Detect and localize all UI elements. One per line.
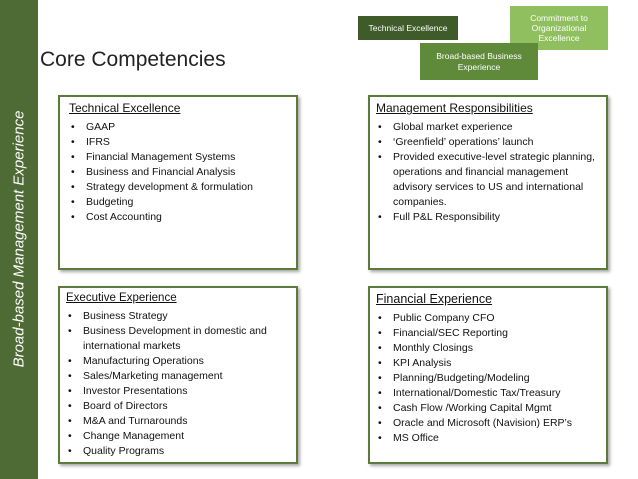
- tag-commitment: Commitment to Organizational Excellence: [510, 6, 608, 50]
- list-item: [69, 180, 290, 195]
- bullet-icon: •: [71, 211, 75, 223]
- list-item-text: Board of Directors: [83, 400, 168, 412]
- box-heading: Financial Experience: [376, 292, 493, 306]
- list-item: [66, 444, 290, 459]
- list-item: [69, 135, 290, 150]
- list-item: [66, 354, 290, 369]
- list-item: [376, 311, 600, 326]
- list-item: [69, 195, 290, 210]
- bullet-icon: •: [378, 357, 382, 369]
- list-item: [66, 384, 290, 399]
- bullet-icon: •: [378, 387, 382, 399]
- bullet-icon: •: [71, 166, 75, 178]
- bullet-icon: •: [71, 196, 75, 208]
- bullet-icon: •: [71, 151, 75, 163]
- list-item-text: International/Domestic Tax/Treasury: [393, 387, 561, 399]
- bullet-icon: •: [378, 417, 382, 429]
- list-item-text: Investor Presentations: [83, 385, 188, 397]
- list-item: [69, 165, 290, 180]
- bullet-icon: •: [71, 121, 75, 133]
- bullet-icon: •: [68, 400, 72, 412]
- bullet-icon: •: [378, 136, 382, 148]
- item-list: [66, 309, 290, 459]
- list-item-text: Provided executive-level strategic planning, operations and financial management advisory services to US and international companies.: [393, 151, 595, 208]
- bullet-icon: •: [378, 312, 382, 324]
- list-item-text: IFRS: [86, 136, 110, 148]
- bullet-icon: •: [68, 445, 72, 457]
- list-item-text: Business Strategy: [83, 310, 168, 322]
- list-item: [376, 341, 600, 356]
- list-item-text: Global market experience: [393, 121, 513, 133]
- list-item: [376, 326, 600, 341]
- list-item-text: Public Company CFO: [393, 312, 495, 324]
- tag-technical-excellence: Technical Excellence: [358, 16, 458, 40]
- list-item: [376, 431, 600, 446]
- list-item-text: MS Office: [393, 432, 439, 444]
- financial-experience-box: [368, 286, 608, 464]
- list-item-text: Cost Accounting: [86, 211, 162, 223]
- list-item: [376, 210, 600, 225]
- item-list: [376, 120, 600, 225]
- bullet-icon: •: [378, 372, 382, 384]
- list-item-text: Budgeting: [86, 196, 134, 208]
- list-item: [69, 210, 290, 225]
- list-item: [66, 429, 290, 444]
- list-item: [376, 401, 600, 416]
- box-heading: Technical Excellence: [69, 101, 181, 115]
- list-item: [376, 150, 600, 210]
- bullet-icon: •: [378, 211, 382, 223]
- list-item-text: Business Development in domestic and international markets: [83, 325, 267, 352]
- list-item-text: Business and Financial Analysis: [86, 166, 236, 178]
- bullet-icon: •: [68, 310, 72, 322]
- bullet-icon: •: [68, 415, 72, 427]
- bullet-icon: •: [68, 385, 72, 397]
- bullet-icon: •: [68, 370, 72, 382]
- bullet-icon: •: [71, 136, 75, 148]
- list-item: [66, 414, 290, 429]
- list-item-text: Monthly Closings: [393, 342, 473, 354]
- bullet-icon: •: [68, 325, 72, 337]
- list-item-text: Manufacturing Operations: [83, 355, 204, 367]
- bullet-icon: •: [378, 121, 382, 133]
- bullet-icon: •: [71, 181, 75, 193]
- box-heading: Management Responsibilities: [376, 101, 533, 115]
- executive-experience-box: [58, 286, 298, 464]
- list-item: [376, 416, 600, 431]
- list-item: [376, 120, 600, 135]
- list-item: [66, 369, 290, 384]
- bullet-icon: •: [378, 327, 382, 339]
- side-label: Broad-based Management Experience: [10, 110, 28, 368]
- list-item-text: Quality Programs: [83, 445, 165, 457]
- list-item-text: Financial Management Systems: [86, 151, 236, 163]
- list-item-text: Strategy development & formulation: [86, 181, 253, 193]
- bullet-icon: •: [378, 151, 382, 163]
- list-item-text: KPI Analysis: [393, 357, 452, 369]
- list-item-text: Oracle and Microsoft (Navision) ERP’s: [393, 417, 572, 429]
- side-bar: [0, 0, 38, 479]
- list-item: [376, 371, 600, 386]
- list-item-text: Financial/SEC Reporting: [393, 327, 508, 339]
- list-item: [66, 324, 290, 354]
- technical-excellence-box: [58, 95, 298, 270]
- list-item-text: Full P&L Responsibility: [393, 211, 500, 223]
- bullet-icon: •: [68, 430, 72, 442]
- bullet-icon: •: [68, 355, 72, 367]
- page-title: Core Competencies: [40, 48, 226, 71]
- bullet-icon: •: [378, 402, 382, 414]
- list-item-text: Planning/Budgeting/Modeling: [393, 372, 530, 384]
- item-list: [376, 311, 600, 446]
- list-item: [376, 356, 600, 371]
- list-item: [69, 120, 290, 135]
- tag-broad-based: Broad-based Business Experience: [420, 43, 538, 80]
- list-item: [69, 150, 290, 165]
- list-item-text: ‘Greenfield’ operations’ launch: [393, 136, 534, 148]
- list-item: [66, 399, 290, 414]
- list-item: [66, 309, 290, 324]
- box-heading: Executive Experience: [66, 292, 177, 304]
- list-item: [376, 386, 600, 401]
- list-item: [376, 135, 600, 150]
- item-list: [69, 120, 290, 225]
- management-responsibilities-box: [368, 95, 608, 270]
- list-item-text: Sales/Marketing management: [83, 370, 223, 382]
- bullet-icon: •: [378, 432, 382, 444]
- list-item-text: GAAP: [86, 121, 116, 133]
- bullet-icon: •: [378, 342, 382, 354]
- list-item-text: M&A and Turnarounds: [83, 415, 188, 427]
- list-item-text: Cash Flow /Working Capital Mgmt: [393, 402, 552, 414]
- list-item-text: Change Management: [83, 430, 184, 442]
